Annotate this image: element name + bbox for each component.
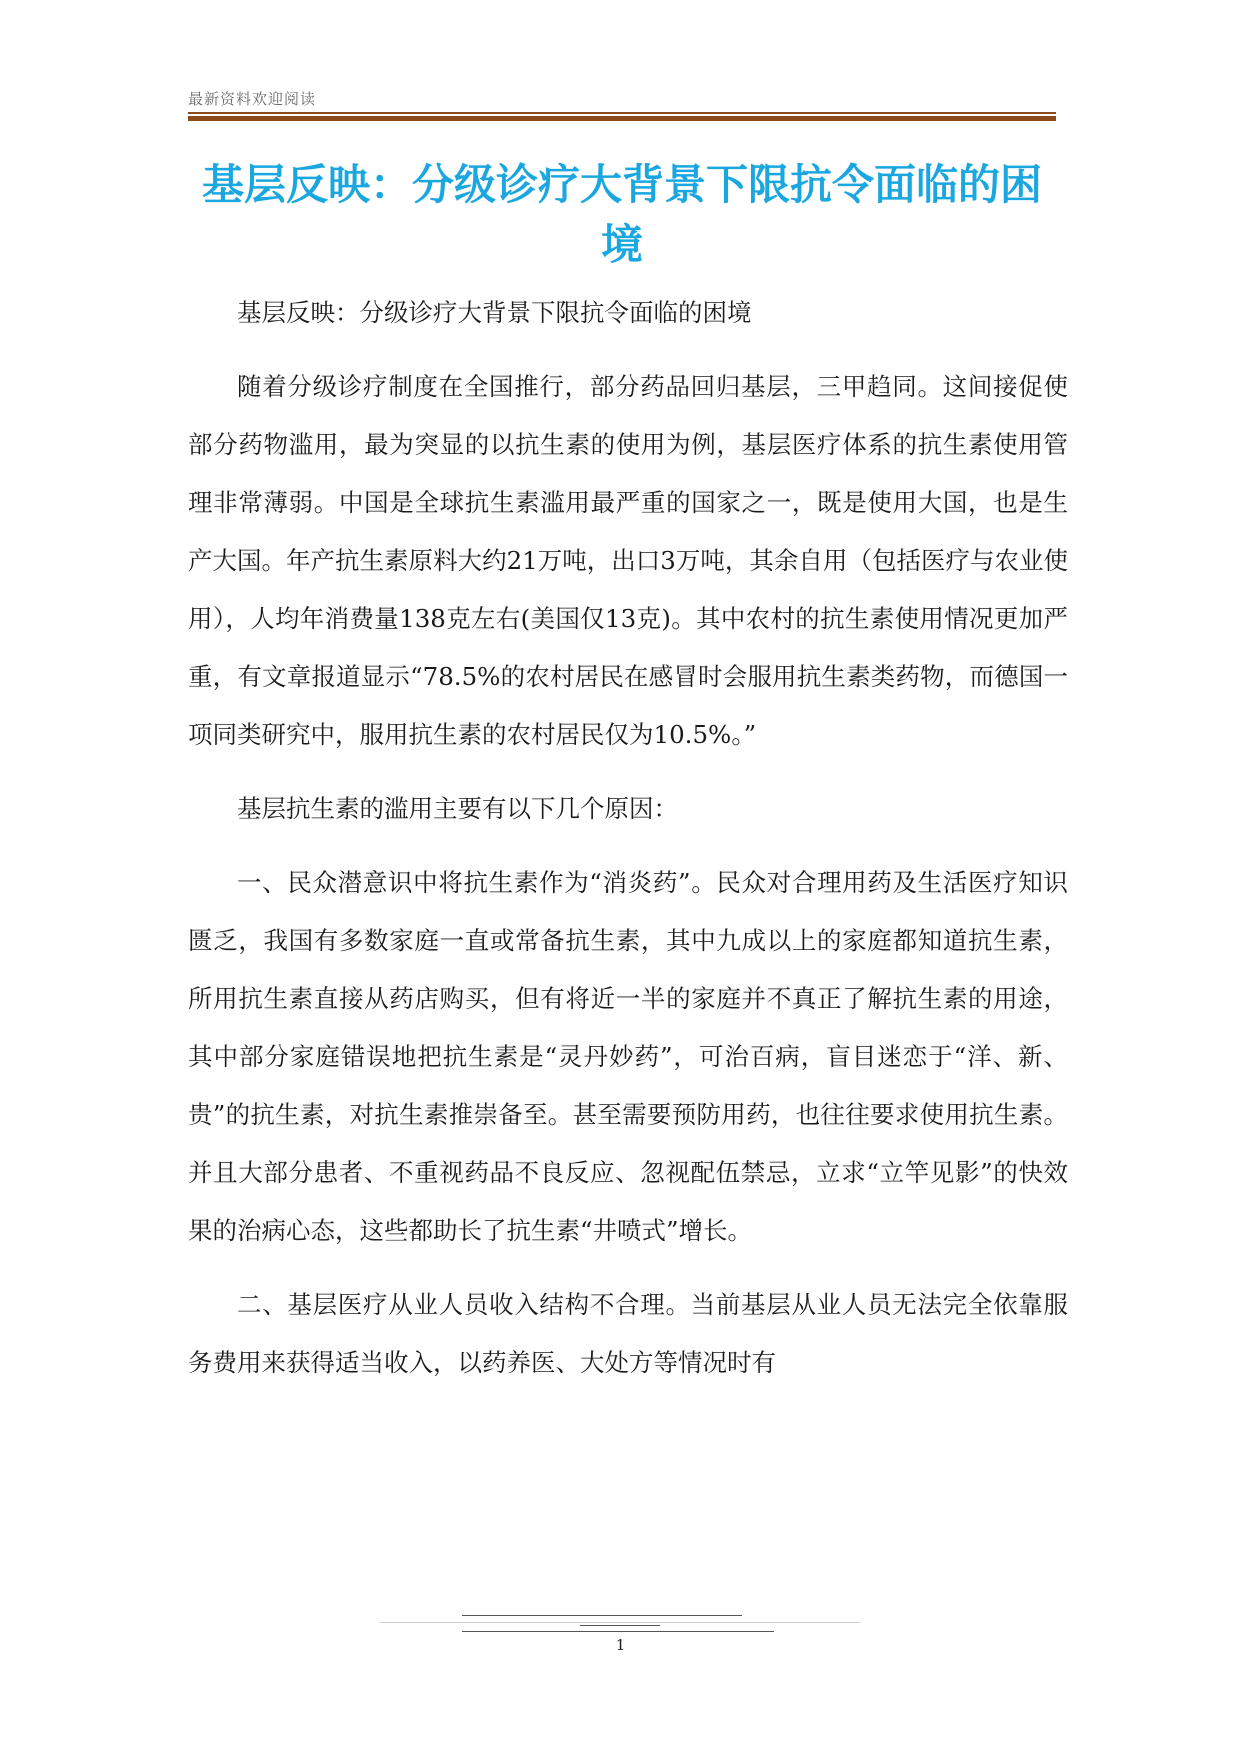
paragraph-reason-two: 二、基层医疗从业人员收入结构不合理。当前基层从业人员无法完全依靠服务费用来获得适当收入，以药养医、大处方等情况时有 (188, 1290, 1068, 1377)
document-title: 基层反映：分级诊疗大背景下限抗令面临的困境 (201, 160, 1042, 269)
paragraph-reasons-lead: 基层抗生素的滥用主要有以下几个原因： (237, 794, 678, 823)
footer-rule-lower (462, 1631, 774, 1632)
header-rule-thin (188, 112, 1056, 114)
paragraph-subtitle: 基层反映：分级诊疗大背景下限抗令面临的困境 (237, 298, 752, 327)
paragraph-reason-one: 一、民众潜意识中将抗生素作为“消炎药”。民众对合理用药及生活医疗知识匮乏，我国有多数家庭一直或常备抗生素，其中九成以上的家庭都知道抗生素，所用抗生素直接从药店购买，但有将近一半的家庭并不真正了解抗生素的用途，其中部分家庭错误地把抗生素是“灵丹妙药”，可治百病，盲目迷恋于“洋、新、贵”的抗生素，对抗生素推崇备至。甚至需要预防用药，也往往要求使用抗生素。并且大部分患者、不重视药品不良反应、忽视配伍禁忌，立求“立竿见影”的快效果的治病心态，这些都助长了抗生素“井喷式”增长。 (188, 868, 1068, 1245)
footer-rule-light (380, 1622, 860, 1623)
footer-rule-upper (462, 1615, 742, 1616)
page-number: 1 (615, 1636, 626, 1654)
paragraph-intro: 随着分级诊疗制度在全国推行，部分药品回归基层，三甲趋同。这间接促使部分药物滥用，最为突显的以抗生素的使用为例，基层医疗体系的抗生素使用管理非常薄弱。中国是全球抗生素滥用最严重的国家之一，既是使用大国，也是生产大国。年产抗生素原料大约21万吨，出口3万吨，其余自用（包括医疗与农业使用），人均年消费量138克左右(美国仅13克)。其中农村的抗生素使用情况更加严重，有文章报道显示“78.5%的农村居民在感冒时会服用抗生素类药物，而德国一项同类研究中，服用抗生素的农村居民仅为10.5%。” (188, 372, 1068, 749)
document-body (188, 284, 1068, 1408)
header-rule-thick (188, 116, 1056, 121)
running-header: 最新资料欢迎阅读 (188, 90, 317, 108)
footer-rule-center (580, 1625, 660, 1626)
